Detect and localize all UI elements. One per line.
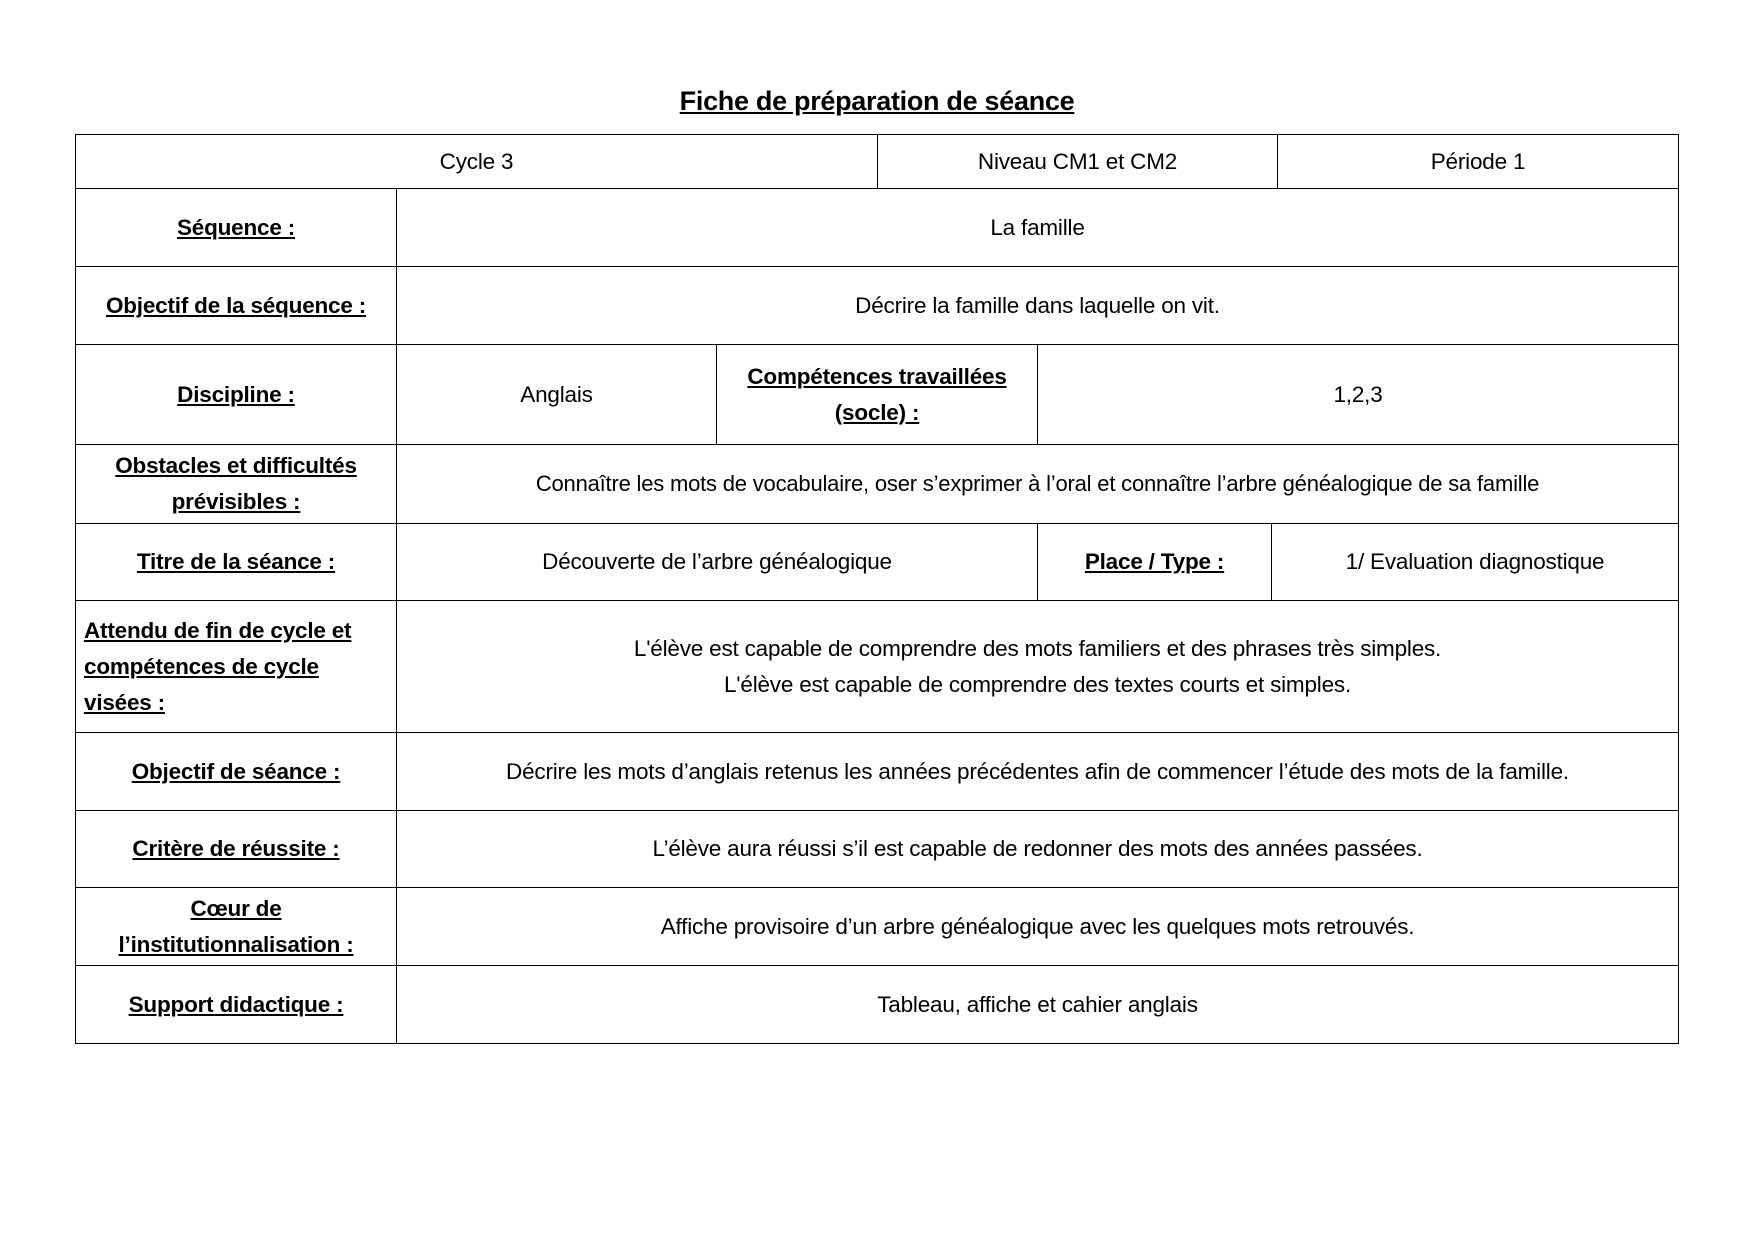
place-type-value: 1/ Evaluation diagnostique bbox=[1271, 523, 1679, 601]
obstacles-label: Obstacles et difficultés prévisibles : bbox=[75, 444, 397, 524]
page-title: Fiche de préparation de séance bbox=[679, 86, 1075, 116]
attendu-value bbox=[396, 600, 1679, 733]
objectif-seance-value: Décrire les mots d’anglais retenus les années précédentes afin de commencer l’étude des mots de la famille. bbox=[396, 732, 1679, 811]
support-label: Support didactique : bbox=[75, 965, 397, 1044]
niveau-cell: Niveau CM1 et CM2 bbox=[877, 134, 1278, 189]
discipline-value: Anglais bbox=[396, 344, 717, 445]
sequence-label: Séquence : bbox=[75, 188, 397, 267]
objectif-sequence-label: Objectif de la séquence : bbox=[75, 266, 397, 345]
titre-value: Découverte de l’arbre généalogique bbox=[396, 523, 1038, 601]
titre-label: Titre de la séance : bbox=[75, 523, 397, 601]
objectif-seance-label: Objectif de séance : bbox=[75, 732, 397, 811]
place-type-label: Place / Type : bbox=[1037, 523, 1272, 601]
cycle-cell: Cycle 3 bbox=[75, 134, 878, 189]
competences-label: Compétences travaillées (socle) : bbox=[716, 344, 1038, 445]
critere-label: Critère de réussite : bbox=[75, 810, 397, 888]
obstacles-value: Connaître les mots de vocabulaire, oser s’exprimer à l’oral et connaître l’arbre généalogique de sa famille bbox=[396, 444, 1679, 524]
objectif-sequence-value: Décrire la famille dans laquelle on vit. bbox=[396, 266, 1679, 345]
coeur-value: Affiche provisoire d’un arbre généalogique avec les quelques mots retrouvés. bbox=[396, 887, 1679, 966]
attendu-label: Attendu de fin de cycle et compétences de cycle visées : bbox=[75, 600, 397, 733]
sequence-value: La famille bbox=[396, 188, 1679, 267]
coeur-label: Cœur de l’institutionnalisation : bbox=[75, 887, 397, 966]
discipline-label: Discipline : bbox=[75, 344, 397, 445]
critere-value: L’élève aura réussi s’il est capable de redonner des mots des années passées. bbox=[396, 810, 1679, 888]
support-value: Tableau, affiche et cahier anglais bbox=[396, 965, 1679, 1044]
periode-cell: Période 1 bbox=[1277, 134, 1679, 189]
attendu-line-1: L'élève est capable de comprendre des mots familiers et des phrases très simples. bbox=[633, 635, 1442, 661]
competences-value: 1,2,3 bbox=[1037, 344, 1679, 445]
attendu-line-2: L'élève est capable de comprendre des textes courts et simples. bbox=[723, 671, 1352, 697]
